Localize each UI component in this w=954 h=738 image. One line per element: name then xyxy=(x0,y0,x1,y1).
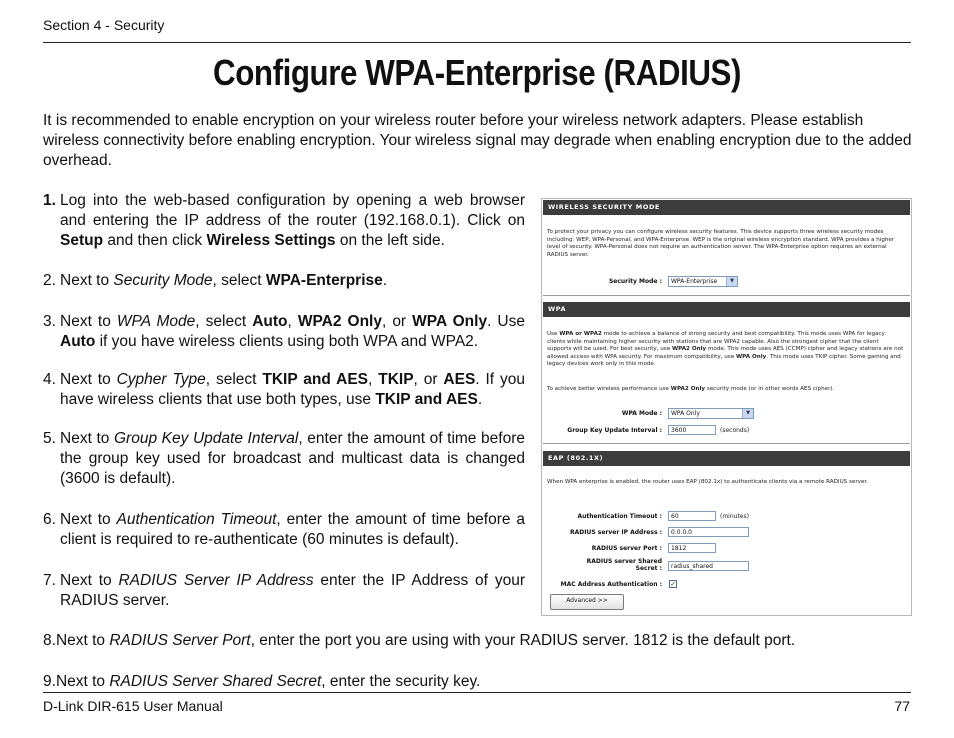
wpa-note: To achieve better wireless performance use WPA2 Only security mode (or in other words AES cipher). xyxy=(547,386,835,392)
footer-rule xyxy=(43,692,911,693)
wpa-mode-value: WPA Only xyxy=(671,410,700,417)
auth-timeout-unit: (minutes) xyxy=(720,513,749,520)
radius-secret-label xyxy=(547,558,662,572)
step-6 xyxy=(43,510,525,550)
auth-timeout-input[interactable]: 60 xyxy=(668,511,716,521)
chevron-down-icon: ▼ xyxy=(726,277,737,286)
step-7 xyxy=(43,571,525,611)
step-text: Next to WPA Mode, select Auto, WPA2 Only, or WPA Only. Use Auto if you have wireless clients using both WPA and WPA2. xyxy=(60,313,525,350)
wireless-security-mode-header: WIRELESS SECURITY MODE xyxy=(543,200,910,215)
step-text: Next to Authentication Timeout, enter the amount of time before a client is required to re-authenticate (60 minutes is default). xyxy=(60,511,525,548)
header-rule xyxy=(43,42,911,43)
intro-paragraph: It is recommended to enable encryption on your wireless router before your wireless network adapters. Please establish wireless connectivity before enabling encryption. Your wireless signal may degrade when enabling encryption due to the added overhead. xyxy=(43,112,912,169)
step-8 xyxy=(43,631,913,651)
radius-port-input[interactable]: 1812 xyxy=(668,543,716,553)
step-number: 5. xyxy=(43,430,56,447)
radius-secret-label-line1: RADIUS server Shared xyxy=(586,558,662,565)
footer-manual-name: D-Link DIR-615 User Manual xyxy=(43,698,223,714)
mac-auth-checkbox[interactable]: ✓ xyxy=(670,580,676,588)
step-number: 6. xyxy=(43,511,56,528)
page-number: 77 xyxy=(894,698,910,714)
security-mode-value: WPA-Enterprise xyxy=(671,278,718,285)
step-3 xyxy=(43,312,525,352)
step-number: 4. xyxy=(43,371,56,388)
wpa-header: WPA xyxy=(543,302,910,317)
eap-description: When WPA enterprise is enabled, the router uses EAP (802.1x) to authenticate clients via a remote RADIUS server. xyxy=(547,479,868,485)
chevron-down-icon: ▼ xyxy=(742,409,753,418)
step-text: Log into the web-based configuration by opening a web browser and entering the IP address of the router (192.168.0.1). Click on Setup and then click Wireless Settings on the left side. xyxy=(60,192,525,249)
group-key-input[interactable]: 3600 xyxy=(668,425,716,435)
mac-auth-label: MAC Address Authentication : xyxy=(560,581,662,588)
radius-ip-input[interactable]: 0.0.0.0 xyxy=(668,527,749,537)
radius-port-label: RADIUS server Port : xyxy=(591,545,662,552)
step-1 xyxy=(43,191,525,251)
wpa-description: Use WPA or WPA2 mode to achieve a balance of strong security and best compatibility. This mode uses WPA for legacy clients while maintaining higher security with stations that are WPA2 capable. Also the strongest cipher that the client supports will be used. For best security, use WPA2 Only mode. This mode uses AES (CCMP) cipher and legacy stations are not allowed access with WPA security. For maximum compatibility, use WPA Only. This mode uses TKIP cipher. Some gaming and legacy devices work only in this mode. xyxy=(547,331,904,367)
step-number: 1. xyxy=(43,192,56,209)
section-label: Section 4 - Security xyxy=(43,17,165,33)
step-number: 2. xyxy=(43,272,56,289)
step-text: Next to Group Key Update Interval, enter the amount of time before the group key used for broadcast and multicast data is changed (3600 is default). xyxy=(60,430,525,487)
eap-header: EAP (802.1X) xyxy=(543,451,910,466)
step-2 xyxy=(43,271,525,291)
step-text: Next to Security Mode, select WPA-Enterprise. xyxy=(60,272,388,289)
step-4 xyxy=(43,370,525,410)
step-number: 3. xyxy=(43,313,56,330)
advanced-button[interactable]: Advanced >> xyxy=(550,594,624,610)
router-screenshot xyxy=(541,198,912,616)
radius-ip-label: RADIUS server IP Address : xyxy=(570,529,662,536)
wsm-description: To protect your privacy you can configure wireless security features. This device supports three wireless security modes including: WEP, WPA-Personal, and WPA-Enterprise. WEP is the original wireless encryption standard. WPA provides a higher level of security. WPA-Personal does not require an authentication server. The WPA-Enterprise option requires an external RADIUS server. xyxy=(547,229,895,258)
step-number: 7. xyxy=(43,572,56,589)
step-number: 9. xyxy=(43,673,56,690)
group-key-label: Group Key Update Interval : xyxy=(567,427,662,434)
auth-timeout-label: Authentication Timeout : xyxy=(577,513,662,520)
step-text: Next to RADIUS Server IP Address enter the IP Address of your RADIUS server. xyxy=(60,572,525,609)
step-text: Next to RADIUS Server Port, enter the port you are using with your RADIUS server. 1812 is the default port. xyxy=(55,632,796,649)
wpa-mode-select[interactable] xyxy=(668,408,754,419)
radius-secret-label-line2: Secret : xyxy=(635,565,662,572)
step-text: Next to Cypher Type, select TKIP and AES, TKIP, or AES. If you have wireless clients that use both types, use TKIP and AES. xyxy=(60,371,525,408)
step-9 xyxy=(43,672,913,692)
step-5 xyxy=(43,429,525,489)
page-title: Configure WPA-Enterprise (RADIUS) xyxy=(213,52,741,93)
wpa-mode-label: WPA Mode : xyxy=(621,410,662,417)
divider xyxy=(543,443,910,444)
group-key-unit: (seconds) xyxy=(720,427,750,434)
divider xyxy=(543,295,910,296)
radius-secret-input[interactable]: radius_shared xyxy=(668,561,749,571)
security-mode-label: Security Mode : xyxy=(608,278,662,285)
step-number: 8. xyxy=(43,632,56,649)
security-mode-select[interactable] xyxy=(668,276,738,287)
step-text: Next to RADIUS Server Shared Secret, enter the security key. xyxy=(55,673,481,690)
